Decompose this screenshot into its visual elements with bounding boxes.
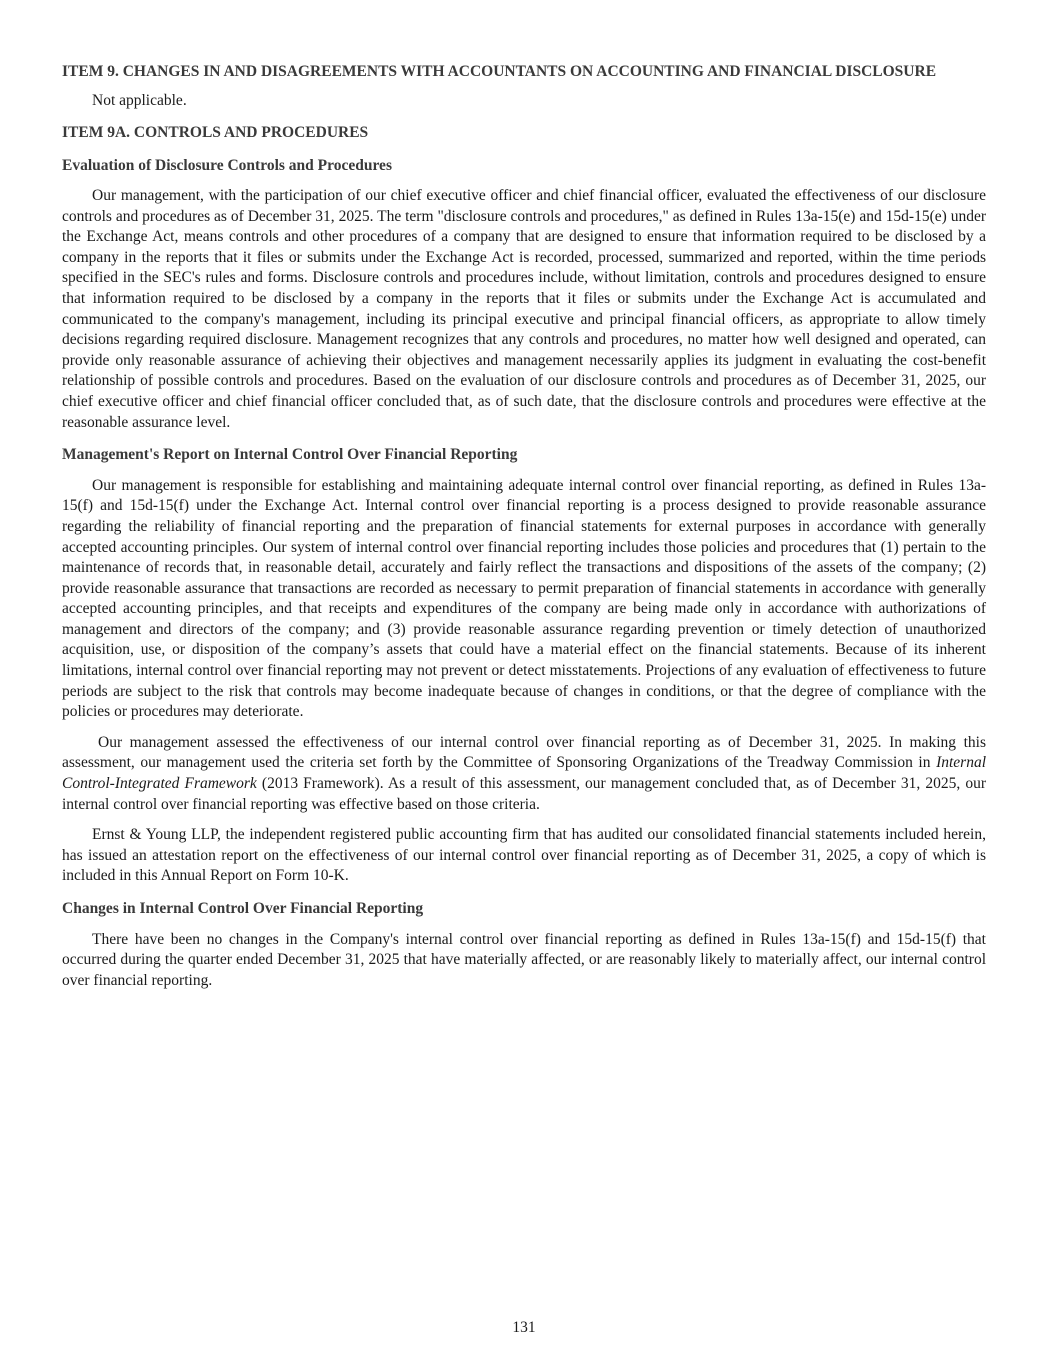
- management-report-body-2: [62, 733, 986, 815]
- document-page: [62, 62, 986, 1001]
- management-report-body-1: Our management is responsible for establishing and maintaining adequate internal control over financial reporting, as defined in Rules 13a-15(f) and 15d-15(f) under the Exchange Act. Internal control over financial reporting is a process designed to provide reasonable assurance regarding the reliability of financial reporting and the preparation of financial statements for external purposes in accordance with generally accepted accounting principles. Our system of internal control over financial reporting includes those policies and procedures that (1) pertain to the maintenance of records that, in reasonable detail, accurately and fairly reflect the transactions and dispositions of the assets of the company; (2) provide reasonable assurance that transactions are recorded as necessary to permit preparation of financial statements in accordance with generally accepted accounting principles, and that receipts and expenditures of the company are being made only in accordance with authorizations of management and directors of the company; and (3) provide reasonable assurance regarding prevention or timely detection of unauthorized acquisition, use, or disposition of the company’s assets that could have a material effect on the financial statements. Because of its inherent limitations, internal control over financial reporting may not prevent or detect misstatements. Projections of any evaluation of effectiveness to future periods are subject to the risk that controls may become inadequate because of changes in conditions, or that the degree of compliance with the policies or procedures may deteriorate.: [62, 476, 986, 721]
- evaluation-body: Our management, with the participation of our chief executive officer and chief financial officer, evaluated the effectiveness of our disclosure controls and procedures as of December 31, 2025. The term "disclosure controls and procedures," as defined in Rules 13a-15(e) and 15d-15(e) under the Exchange Act, means controls and other procedures of a company that are designed to ensure that information required to be disclosed by a company in the reports that it files or submits under the Exchange Act is recorded, processed, summarized and reported, within the time periods specified in the SEC's rules and forms. Disclosure controls and procedures include, without limitation, controls and procedures designed to ensure that information required to be disclosed by a company in the reports that it files or submits under the Exchange Act is accumulated and communicated to the company's management, including its principal executive and principal financial officers, as appropriate to allow timely decisions regarding required disclosure. Management recognizes that any controls and procedures, no matter how well designed and operated, can provide only reasonable assurance of achieving their objectives and management necessarily applies its judgment in evaluating the cost-benefit relationship of possible controls and procedures. Based on the evaluation of our disclosure controls and procedures as of December 31, 2025, our chief executive officer and chief financial officer concluded that, as of such date, that the disclosure controls and procedures were effective at the reasonable assurance level.: [62, 187, 986, 431]
- changes-heading: Changes in Internal Control Over Financial Reporting: [62, 900, 424, 917]
- item9-body: Not applicable.: [92, 91, 187, 109]
- item9-heading: ITEM 9. CHANGES IN AND DISAGREEMENTS WITH ACCOUNTANTS ON ACCOUNTING AND FINANCIAL DISCLOSURE: [62, 63, 937, 80]
- management-report-heading: Management's Report on Internal Control Over Financial Reporting: [62, 446, 518, 464]
- changes-body: There have been no changes in the Company's internal control over financial reporting as defined in Rules 13a-15(f) and 15d-15(f) that occurred during the quarter ended December 31, 2025 that have materially affected, or are reasonably likely to materially affect, our internal control over financial reporting.: [62, 930, 986, 989]
- evaluation-heading: Evaluation of Disclosure Controls and Procedures: [62, 156, 392, 174]
- page-number: 131: [512, 1319, 536, 1336]
- item9a-heading: ITEM 9A. CONTROLS AND PROCEDURES: [62, 124, 369, 142]
- management-report-body-3: Ernst & Young LLP, the independent registered public accounting firm that has audited our consolidated financial statements included herein, has issued an attestation report on the effectiveness of our internal control over financial reporting as of December 31, 2025, a copy of which is included in this Annual Report on Form 10-K.: [62, 826, 986, 885]
- framework-title: Internal Control-Integrated Framework: [62, 754, 986, 793]
- management-report-body-2-end: (2013 Framework). As a result of this assessment, our management concluded that, as of December 31, 2025, our internal control over financial reporting was effective based on those criteria.: [62, 775, 986, 813]
- management-report-body-2-start: Our management assessed the effectiveness of our internal control over financial reporting as of December 31, 2025. In making this assessment, our management used the criteria set forth by the Committee of Sponsoring Organizations of the Treadway Commission in: [62, 733, 986, 772]
